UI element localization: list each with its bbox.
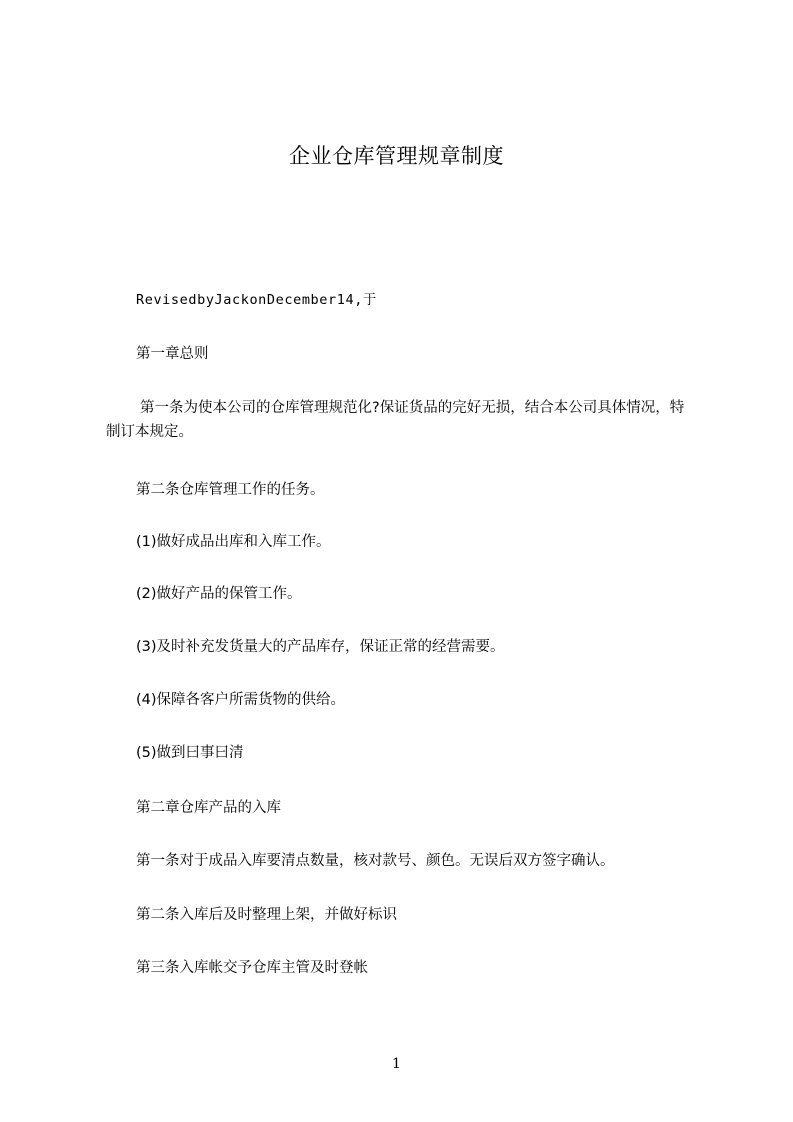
chapter-2-article-3: 第三条入库帐交予仓库主管及时登帐: [136, 960, 368, 976]
chapter-1-article-1: 第一条为使本公司的仓库管理规范化?保证货品的完好无损，结合本公司具体情况，特制订本规定。: [106, 400, 685, 440]
chapter-2-article-1: 第一条对于成品入库要清点数量，核对款号、颜色。无误后双方签字确认。: [136, 853, 615, 869]
chapter-2-heading: 第二章仓库产品的入库: [136, 800, 281, 816]
task-item-4: (4)保障各客户所需货物的供给。: [136, 692, 346, 708]
task-item-1: (1)做好成品出库和入库工作。: [136, 534, 331, 550]
chapter-2-article-2: 第二条入库后及时整理上架，并做好标识: [136, 907, 397, 923]
revision-line: RevisedbyJackonDecember14,于: [136, 292, 378, 308]
task-item-5: (5)做到曰事曰清: [136, 745, 244, 761]
page-number: 1: [392, 1056, 401, 1072]
chapter-1-heading: 第一章总则: [136, 346, 209, 362]
task-item-2: (2)做好产品的保管工作。: [136, 586, 302, 602]
chapter-1-article-2: 第二条仓库管理工作的任务。: [136, 482, 325, 498]
document-title: 企业仓库管理规章制度: [289, 144, 504, 168]
task-item-3: (3)及时补充发货量大的产品库存，保证正常的经营需要。: [136, 639, 505, 655]
